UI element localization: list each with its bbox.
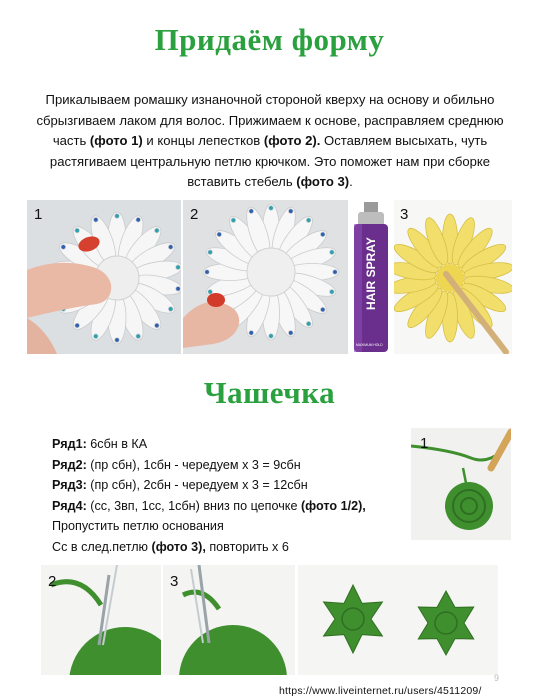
- daisy-white-image-2: [183, 200, 348, 354]
- section-title-shaping: Придаём форму: [154, 22, 385, 57]
- row-text: 6сбн в КА: [86, 437, 148, 451]
- intro-bold-1: (фото 1): [89, 133, 143, 148]
- photo-hair-spray: [348, 200, 394, 354]
- photo-green-circle-hook: [411, 428, 511, 540]
- row-label: Ряд3:: [52, 478, 87, 493]
- daisy-white-image: [27, 200, 181, 354]
- photo-label: 1: [34, 206, 43, 223]
- green-stars-image: [298, 565, 498, 675]
- section-title-cup: Чашечка: [203, 375, 336, 410]
- photo-label: 1: [420, 435, 429, 452]
- photo-label: 2: [48, 573, 57, 590]
- photo-cup-step-2: [41, 565, 161, 675]
- source-url: https://www.liveinternet.ru/users/4511209/: [279, 685, 482, 697]
- photo-cup-step-3: [163, 565, 295, 675]
- row-line: [52, 537, 412, 558]
- spray-label: HAIR SPRAY: [364, 237, 378, 310]
- instruction-rows: [52, 434, 412, 558]
- photo-label: 3: [400, 206, 409, 223]
- photo-daisy-pinned-petals: [183, 200, 348, 354]
- photo-cup-stars: [298, 565, 498, 675]
- intro-text-1: Прикалываем ромашку изнаночной стороной кверху на основу и обильно сбрызгиваем лаком для волос. Прижимаем к основе, расправляем среднюю часть: [36, 92, 504, 148]
- pin: [115, 338, 120, 343]
- row-line: [52, 434, 412, 455]
- daisy-yellow-image: [394, 200, 512, 354]
- row-line: [52, 475, 412, 496]
- pin: [333, 270, 338, 275]
- green-crochet-image-3: [163, 565, 295, 675]
- pin: [115, 214, 120, 219]
- pin: [175, 286, 180, 291]
- row-text: Сс в след.петлю: [52, 539, 152, 554]
- row-line: Пропустить петлю основания: [52, 519, 224, 534]
- page-number: 9: [494, 673, 500, 683]
- intro-text-2: и концы лепестков: [142, 133, 264, 148]
- row-bold: (фото 3),: [151, 539, 206, 554]
- photo-daisy-pinned-center: [27, 200, 181, 354]
- row-text: (сс, 3вп, 1сс, 1сбн) вниз по цепочке: [86, 498, 301, 513]
- row-label: Ряд1:: [52, 437, 87, 451]
- intro-text-3: Оставляем высыхать, чуть растягиваем центральную петлю крючком. Это поможет нам при сборке вставить стебель: [49, 133, 491, 189]
- photo-daisy-yellow-hook: [394, 200, 512, 354]
- photo-label: 3: [170, 573, 179, 590]
- row-label: Ряд2:: [52, 457, 87, 472]
- spray-sublabel: MAXIMUM HOLD: [356, 343, 383, 347]
- pin: [175, 265, 180, 270]
- row-line: [52, 455, 412, 476]
- intro-bold-2: (фото 2).: [263, 133, 321, 148]
- row-line: [52, 496, 412, 517]
- photo-label: 2: [190, 206, 199, 223]
- pin: [205, 270, 210, 275]
- green-crochet-image-2: [41, 565, 161, 675]
- row-text: повторить х 6: [205, 539, 289, 554]
- intro-paragraph: [30, 90, 510, 193]
- row-text: (пр сбн), 2сбн - чередуем х 3 = 12сбн: [86, 478, 308, 493]
- row-label: Ряд4:: [52, 498, 87, 513]
- pin: [269, 334, 274, 339]
- row-text: (пр сбн), 1сбн - чередуем х 3 = 9сбн: [86, 457, 301, 472]
- pin: [269, 206, 274, 211]
- hair-spray-can-image: [348, 200, 394, 354]
- intro-text-4: .: [349, 174, 353, 189]
- row-bold-tail: (фото 1/2),: [300, 498, 366, 513]
- intro-bold-3: (фото 3): [296, 174, 350, 189]
